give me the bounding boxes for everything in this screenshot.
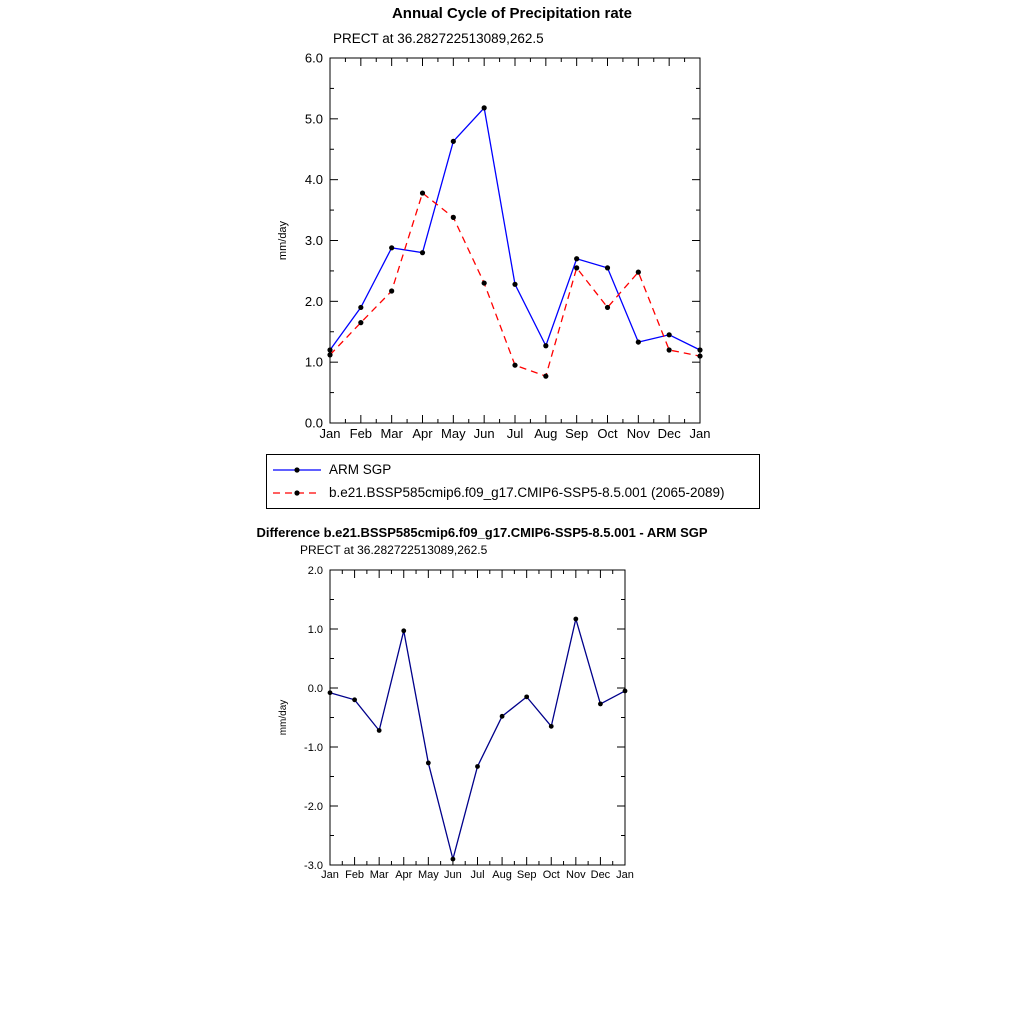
svg-text:Nov: Nov xyxy=(626,426,650,441)
svg-text:Mar: Mar xyxy=(380,426,403,441)
difference-chart-title: Difference b.e21.BSSP585cmip6.f09_g17.CMIP6-SSP5-8.5.001 - ARM SGP xyxy=(256,525,708,540)
svg-text:Jul: Jul xyxy=(470,869,485,881)
top-chart-title: Annual Cycle of Precipitation rate xyxy=(391,5,633,22)
svg-text:Jun: Jun xyxy=(444,869,462,881)
svg-text:Feb: Feb xyxy=(349,426,373,441)
svg-text:4.0: 4.0 xyxy=(304,172,323,188)
legend-box xyxy=(266,454,760,509)
svg-text:mm/day: mm/day xyxy=(277,220,289,261)
svg-text:Jan: Jan xyxy=(616,869,634,881)
svg-text:Aug: Aug xyxy=(492,869,512,881)
svg-text:Dec: Dec xyxy=(657,426,681,441)
svg-text:Jan: Jan xyxy=(319,426,341,441)
svg-text:May: May xyxy=(441,426,466,441)
top-chart-subtitle: PRECT at 36.282722513089,262.5 xyxy=(333,31,544,46)
svg-text:1.0: 1.0 xyxy=(307,623,323,636)
svg-text:Sep: Sep xyxy=(565,426,589,441)
legend-label: b.e21.BSSP585cmip6.f09_g17.CMIP6-SSP5-8.5.001 (2065-2089) xyxy=(329,485,725,500)
difference-plot xyxy=(240,558,680,893)
svg-text:Nov: Nov xyxy=(566,869,586,881)
svg-text:Mar: Mar xyxy=(369,869,389,881)
legend-solid-line-sample xyxy=(271,463,323,477)
svg-text:-2.0: -2.0 xyxy=(304,800,323,813)
svg-text:Jan: Jan xyxy=(321,869,339,881)
svg-text:5.0: 5.0 xyxy=(304,111,323,127)
svg-text:mm/day: mm/day xyxy=(278,699,289,736)
svg-text:0.0: 0.0 xyxy=(307,682,323,695)
svg-text:May: May xyxy=(417,869,439,881)
svg-text:2.0: 2.0 xyxy=(304,293,323,309)
svg-text:2.0: 2.0 xyxy=(307,564,323,577)
svg-text:-1.0: -1.0 xyxy=(304,741,323,754)
svg-text:6.0: 6.0 xyxy=(304,50,323,66)
legend-dashed-line-sample xyxy=(271,486,323,500)
legend-label: ARM SGP xyxy=(329,462,392,477)
svg-text:1.0: 1.0 xyxy=(304,354,323,370)
svg-text:Sep: Sep xyxy=(516,869,537,881)
svg-text:Jul: Jul xyxy=(506,426,524,441)
svg-text:Jun: Jun xyxy=(473,426,495,441)
svg-text:3.0: 3.0 xyxy=(304,233,323,249)
svg-text:Dec: Dec xyxy=(590,869,611,881)
svg-text:Apr: Apr xyxy=(412,426,433,441)
svg-text:Oct: Oct xyxy=(542,869,560,881)
svg-text:Feb: Feb xyxy=(345,869,365,881)
svg-text:0.0: 0.0 xyxy=(304,415,323,431)
svg-text:Apr: Apr xyxy=(395,869,413,881)
svg-text:Oct: Oct xyxy=(597,426,618,441)
legend-item xyxy=(267,458,759,481)
svg-text:-3.0: -3.0 xyxy=(304,859,323,872)
difference-chart-subtitle: PRECT at 36.282722513089,262.5 xyxy=(300,543,488,557)
svg-text:Aug: Aug xyxy=(534,426,558,441)
svg-text:Jan: Jan xyxy=(689,426,711,441)
annual-cycle-plot xyxy=(270,48,720,448)
legend-item xyxy=(267,481,759,504)
